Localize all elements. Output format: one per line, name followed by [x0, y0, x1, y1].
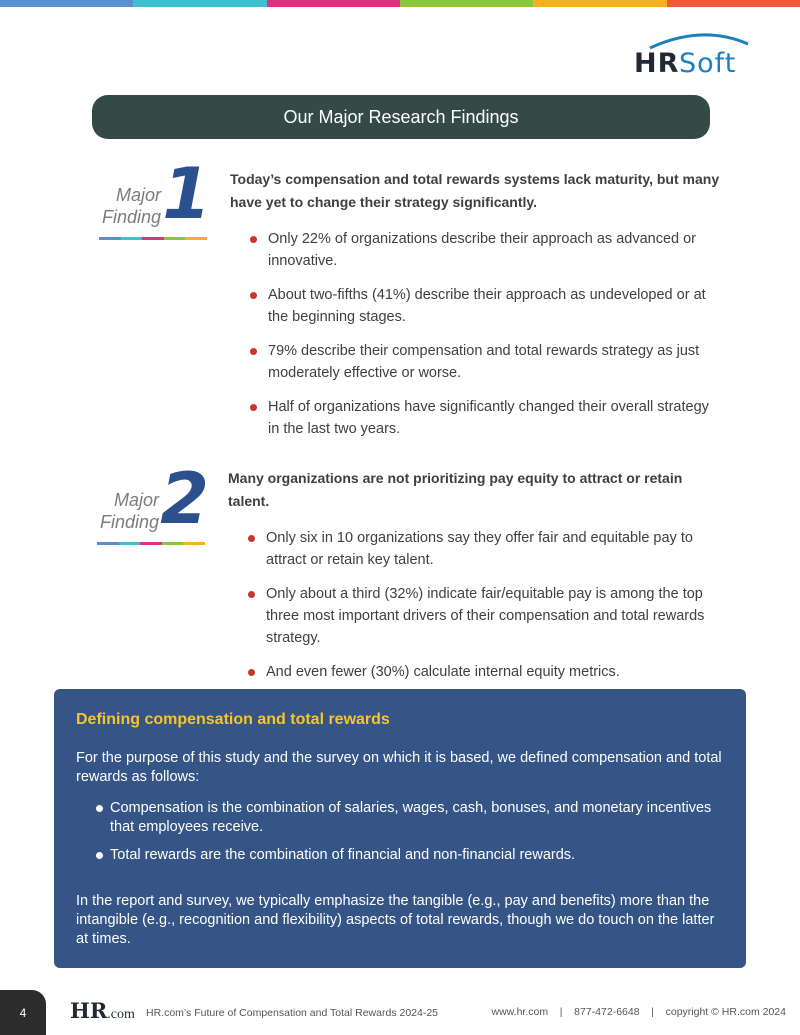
list-item — [228, 583, 708, 649]
stripe-orange — [533, 0, 666, 7]
hr-com-logo-com: .com — [107, 1007, 135, 1022]
list-item — [230, 228, 720, 272]
stripe-teal — [133, 0, 266, 7]
page-footer — [0, 990, 800, 1035]
bullet-dot — [248, 535, 255, 542]
list-item — [228, 661, 708, 683]
finding-2-word-finding: Finding — [99, 512, 159, 532]
banner-title: Our Major Research Findings — [283, 106, 519, 127]
bullet-dot — [248, 669, 255, 676]
bullet-dot — [248, 591, 255, 598]
logo-soft-text: Soft — [679, 48, 737, 79]
list-item-text: Only 22% of organizations describe their approach as advanced or innovative. — [268, 231, 697, 269]
definition-heading: Defining compensation and total rewards — [76, 711, 390, 728]
footer-contact-info: www.hr.com | 877-472-6648 | copyright © HR.com 2024 — [491, 1006, 786, 1018]
bullet-dot — [250, 404, 257, 411]
list-item-text: Only six in 10 organizations say they offer fair and equitable pay to attract or retain key talent. — [266, 530, 693, 568]
list-item — [230, 284, 720, 328]
finding-1-word-finding: Finding — [101, 207, 161, 227]
finding-2-word-major: Major — [113, 490, 159, 510]
definition-bullet-list — [76, 799, 724, 865]
finding-2-number: 2 — [160, 458, 209, 540]
bullet-dot — [250, 348, 257, 355]
list-item — [230, 340, 720, 384]
finding-1-body — [230, 168, 720, 452]
finding-1-label — [99, 153, 211, 240]
list-item — [76, 799, 724, 837]
hr-com-logo — [70, 998, 135, 1024]
list-item-text: Half of organizations have significantly changed their overall strategy in the last two years. — [268, 399, 709, 437]
hrsoft-logo — [632, 30, 752, 78]
logo-hr-text: HR — [634, 48, 680, 79]
finding-2-label — [97, 458, 209, 545]
bullet-dot — [96, 852, 103, 859]
bullet-dot — [250, 292, 257, 299]
finding-1-bullet-list — [230, 228, 720, 440]
hr-com-logo-hr: HR — [70, 998, 108, 1023]
list-item-text: Only about a third (32%) indicate fair/equitable pay is among the top three most important drivers of their compensation and total rewards strategy. — [266, 586, 705, 646]
list-item-text: And even fewer (30%) calculate internal equity metrics. — [266, 664, 620, 680]
stripe-blue — [0, 0, 133, 7]
finding-2-heading: Many organizations are not prioritizing pay equity to attract or retain talent. — [228, 470, 683, 509]
list-item — [230, 396, 720, 440]
list-item — [76, 846, 724, 865]
definition-closing: In the report and survey, we typically emphasize the tangible (e.g., pay and benefits) more than the intangible (e.g., recognition and flexibility) aspects of total rewards, though we do touch on the latter at times. — [76, 893, 715, 947]
swoosh-arc-icon — [632, 30, 752, 50]
list-item-text: Compensation is the combination of salaries, wages, cash, bonuses, and monetary incentives that employees receive. — [110, 800, 712, 835]
finding-2-rule — [97, 542, 205, 545]
page-number: 4 — [0, 990, 46, 1035]
finding-1-word-major: Major — [115, 185, 161, 205]
list-item-text: About two-fifths (41%) describe their approach as undeveloped or at the beginning stages. — [268, 287, 706, 325]
list-item-text: Total rewards are the combination of financial and non-financial rewards. — [110, 847, 576, 863]
definition-box — [54, 689, 746, 968]
footer-report-title: HR.com’s Future of Compensation and Total Rewards 2024-25 — [146, 1007, 439, 1019]
stripe-red — [667, 0, 800, 7]
stripe-magenta — [267, 0, 400, 7]
list-item-text: 79% describe their compensation and total rewards strategy as just moderately effective or worse. — [268, 343, 700, 381]
finding-1-heading: Today’s compensation and total rewards systems lack maturity, but many have yet to change their strategy significantly. — [230, 171, 720, 210]
list-item — [228, 527, 708, 571]
stripe-green — [400, 0, 533, 7]
section-banner — [92, 95, 710, 139]
finding-2-bullet-list — [228, 527, 708, 683]
finding-1-number: 1 — [162, 153, 211, 235]
finding-2-body — [228, 467, 708, 695]
definition-intro: For the purpose of this study and the survey on which it is based, we defined compensation and total rewards as follows: — [76, 750, 722, 785]
bullet-dot — [96, 805, 103, 812]
finding-1-rule — [99, 237, 207, 240]
color-stripe-bar — [0, 0, 800, 7]
bullet-dot — [250, 236, 257, 243]
